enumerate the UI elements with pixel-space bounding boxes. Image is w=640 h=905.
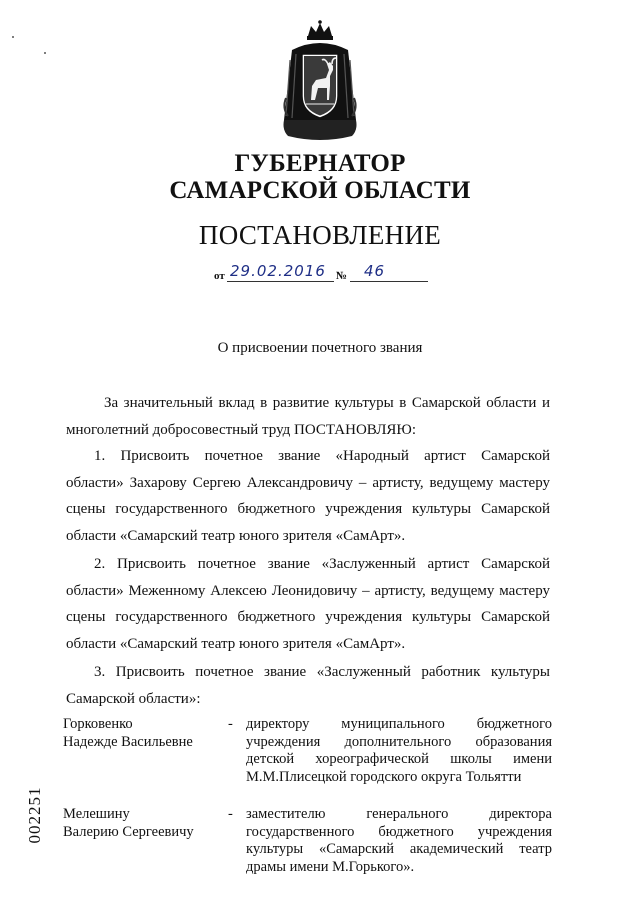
item1-line: области «Самарский театр юного зрителя «СамАрт».	[66, 527, 406, 544]
number-underline	[350, 281, 428, 282]
item1-line: сцены государственного бюджетного учреждения культуры Самарской	[66, 501, 550, 517]
document-type: ПОСТАНОВЛЕНИЕ	[198, 220, 442, 250]
item1-line: 1. Присвоить почетное звание «Народный артист Самарской	[94, 448, 550, 464]
issuer-title: ГУБЕРНАТОР	[234, 150, 406, 177]
scan-speck	[12, 36, 14, 38]
awardee-name: Горковенко Надежде Васильевне	[63, 716, 193, 750]
date-label: от	[214, 270, 225, 282]
handwritten-date: 29.02.2016	[230, 262, 326, 280]
awardee-role: заместителю генерального директора государственного бюджетного учреждения культуры «Самарский академический театр драмы имени М.Горького».	[246, 806, 552, 875]
issuer-region: САМАРСКОЙ ОБЛАСТИ	[169, 177, 471, 204]
item2-line: области «Самарский театр юного зрителя «СамАрт».	[66, 635, 406, 652]
preamble-line: многолетний добросовестный труд ПОСТАНОВЛЯЮ:	[66, 421, 416, 438]
preamble-line: За значительный вклад в развитие культуры в Самарской области и	[104, 395, 550, 411]
samara-coat-of-arms-icon	[278, 20, 362, 142]
awardee-dash: -	[228, 806, 233, 822]
document-subject: О присвоении почетного звания	[217, 340, 423, 356]
serial-number-stamp: 002251	[25, 786, 44, 844]
awardee-name: Мелешину Валерию Сергеевичу	[63, 806, 194, 840]
item2-line: 2. Присвоить почетное звание «Заслуженный артист Самарской	[94, 556, 550, 572]
scan-speck	[44, 52, 46, 54]
date-underline	[227, 281, 334, 282]
number-label: №	[336, 270, 348, 282]
item1-line: области» Захарову Сергею Александровичу – артисту, ведущему мастеру	[66, 474, 550, 491]
item2-line: области» Меженному Алексею Леонидовичу – артисту, ведущему мастеру	[66, 582, 550, 599]
awardee-dash: -	[228, 716, 233, 732]
item2-line: сцены государственного бюджетного учреждения культуры Самарской	[66, 609, 550, 625]
item3-line: Самарской области»:	[66, 690, 201, 707]
item3-line: 3. Присвоить почетное звание «Заслуженный работник культуры	[94, 664, 550, 680]
date-number-line	[214, 262, 434, 284]
awardee-role: директору муниципального бюджетного учреждения дополнительного образования детской хореографической школы имени М.М.Плисецкой городского округа Тольятти	[246, 716, 552, 785]
handwritten-number: 46	[364, 262, 386, 280]
